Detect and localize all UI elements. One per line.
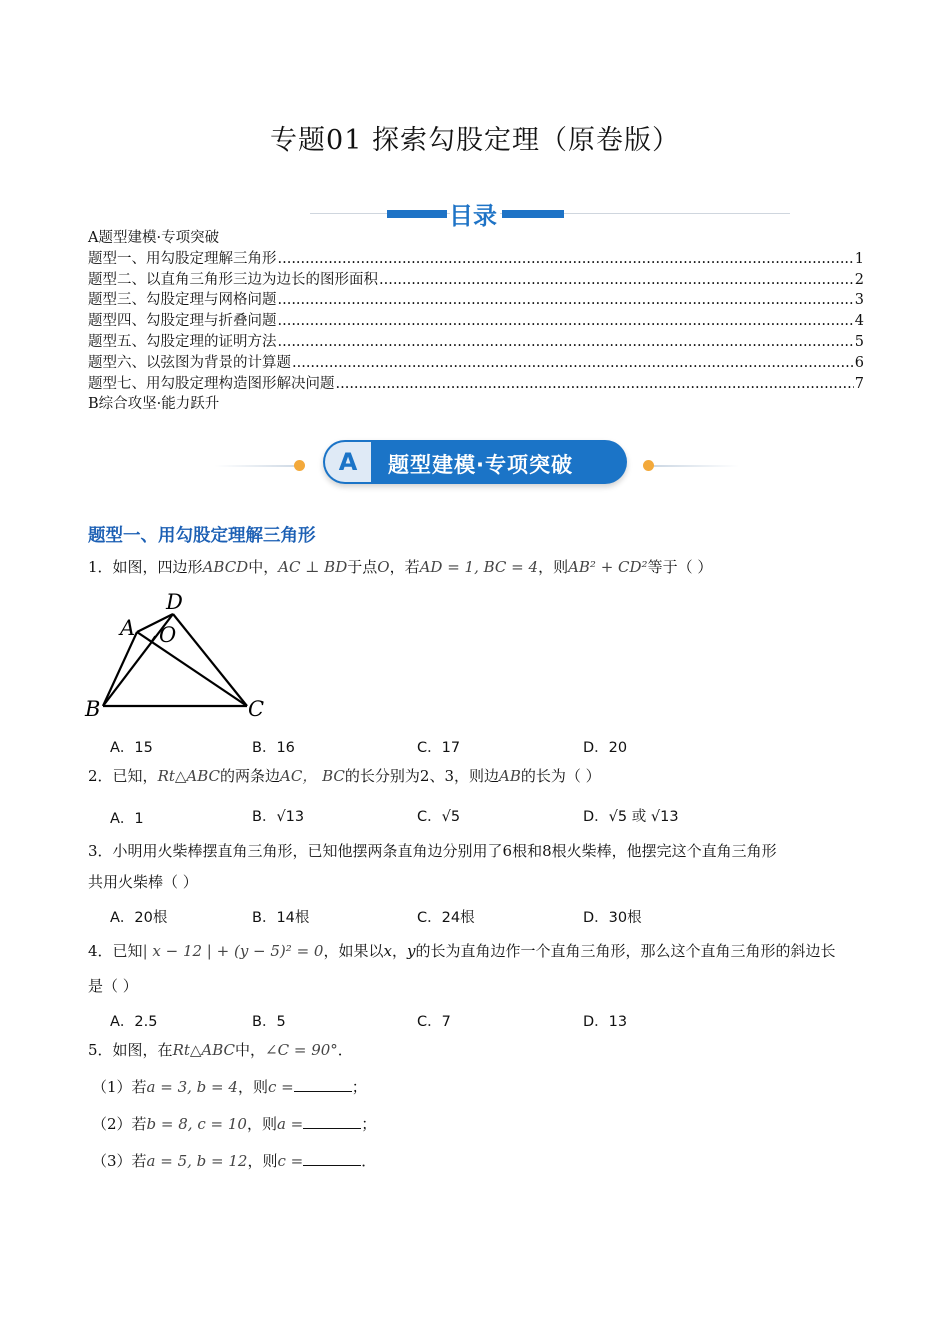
question-4-cont: 是（ ） — [88, 977, 138, 995]
question-5: 5．如图，在Rt△ABC中，∠C = 90°． — [88, 1041, 353, 1059]
q3-option-a[interactable]: A．20根 — [110, 910, 168, 926]
q2-option-b[interactable]: B．√13 — [252, 809, 305, 825]
page-title: 专题01 探索勾股定理（原卷版） — [270, 125, 680, 156]
question-4: 4．已知| x − 12 | + (y − 5)² = 0，如果以x，y的长为直角边作一个直角三角形，那么这个直角三角形的斜边长 — [88, 942, 836, 960]
section-heading: 题型一、用勾股定理解三角形 — [88, 526, 316, 546]
answer-blank[interactable] — [303, 1151, 361, 1166]
figure-label-a: A — [120, 616, 136, 640]
question-2: 2．已知，Rt△ABC的两条边AC， BC的长分别为2、3，则边AB的长为（ ） — [88, 767, 601, 785]
question-3-cont: 共用火柴棒（ ） — [88, 873, 198, 891]
toc-section-b[interactable]: B综合攻坚·能力跃升 — [88, 396, 220, 413]
q1-option-c[interactable]: C．17 — [417, 740, 461, 756]
q2-option-c[interactable]: C．√5 — [417, 809, 461, 825]
toc-item[interactable]: 题型七、用勾股定理构造图形解决问题 ..... 7 — [88, 374, 864, 395]
toc-item[interactable]: 题型五、勾股定理的证明方法 ..... 5 — [88, 332, 864, 353]
q4-option-c[interactable]: C．7 — [417, 1014, 451, 1030]
figure-label-o: O — [159, 623, 177, 647]
q3-option-b[interactable]: B．14根 — [252, 910, 310, 926]
answer-blank[interactable] — [294, 1077, 352, 1092]
toc-section-a[interactable]: A题型建模·专项突破 — [88, 230, 220, 246]
q1-option-b[interactable]: B．16 — [252, 740, 295, 756]
q4-option-a[interactable]: A．2.5 — [110, 1014, 158, 1030]
q1-option-d[interactable]: D．20 — [583, 740, 628, 756]
toc-heading: 目录 — [449, 202, 497, 230]
banner-dot-right — [643, 460, 654, 471]
toc-item[interactable]: 题型四、勾股定理与折叠问题 ..... 4 — [88, 311, 864, 332]
q2-option-d[interactable]: D．√5 或 √13 — [583, 809, 679, 825]
q1-option-a[interactable]: A．15 — [110, 740, 153, 756]
figure-label-c: C — [248, 697, 265, 721]
q3-option-c[interactable]: C．24根 — [417, 910, 475, 926]
toc-item[interactable]: 题型二、以直角三角形三边为边长的图形面积 ..... 2 — [88, 270, 864, 291]
table-of-contents — [88, 228, 864, 415]
banner-line-left — [215, 465, 300, 467]
q4-option-d[interactable]: D．13 — [583, 1014, 628, 1030]
question-1: 1．如图，四边形ABCD中，AC ⊥ BD于点O，若AD = 1, BC = 4，则AB² + CD²等于（ ） — [88, 558, 713, 576]
toc-bar-left — [387, 210, 447, 218]
answer-blank[interactable] — [303, 1114, 361, 1129]
toc-item[interactable]: 题型六、以弦图为背景的计算题 ..... 6 — [88, 353, 864, 374]
figure-label-d: D — [166, 590, 183, 614]
figure-label-b: B — [85, 697, 101, 721]
question-5-part-1: （1）若a = 3, b = 4，则c = ； — [92, 1078, 367, 1096]
q3-option-d[interactable]: D．30根 — [583, 910, 642, 926]
banner-text: 题型建模·专项突破 — [388, 453, 573, 477]
question-5-part-2: （2）若b = 8, c = 10，则a = ； — [92, 1115, 377, 1133]
q2-option-a[interactable]: A．1 — [110, 811, 144, 827]
toc-bar-right — [502, 210, 564, 218]
question-5-part-3: （3）若a = 5, b = 12，则c = ． — [92, 1152, 377, 1170]
toc-item[interactable]: 题型一、用勾股定理解三角形 ..... 1 — [88, 249, 864, 270]
q4-option-b[interactable]: B．5 — [252, 1014, 286, 1030]
banner-line-right — [654, 465, 739, 467]
toc-item[interactable]: 题型三、勾股定理与网格问题 ..... 3 — [88, 290, 864, 311]
banner-dot-left — [294, 460, 305, 471]
banner-letter: A — [325, 442, 371, 482]
question-3: 3．小明用火柴棒摆直角三角形，已知他摆两条直角边分别用了6根和8根火柴棒，他摆完这个直角三角形 — [88, 842, 777, 860]
quadrilateral-figure — [80, 588, 280, 723]
